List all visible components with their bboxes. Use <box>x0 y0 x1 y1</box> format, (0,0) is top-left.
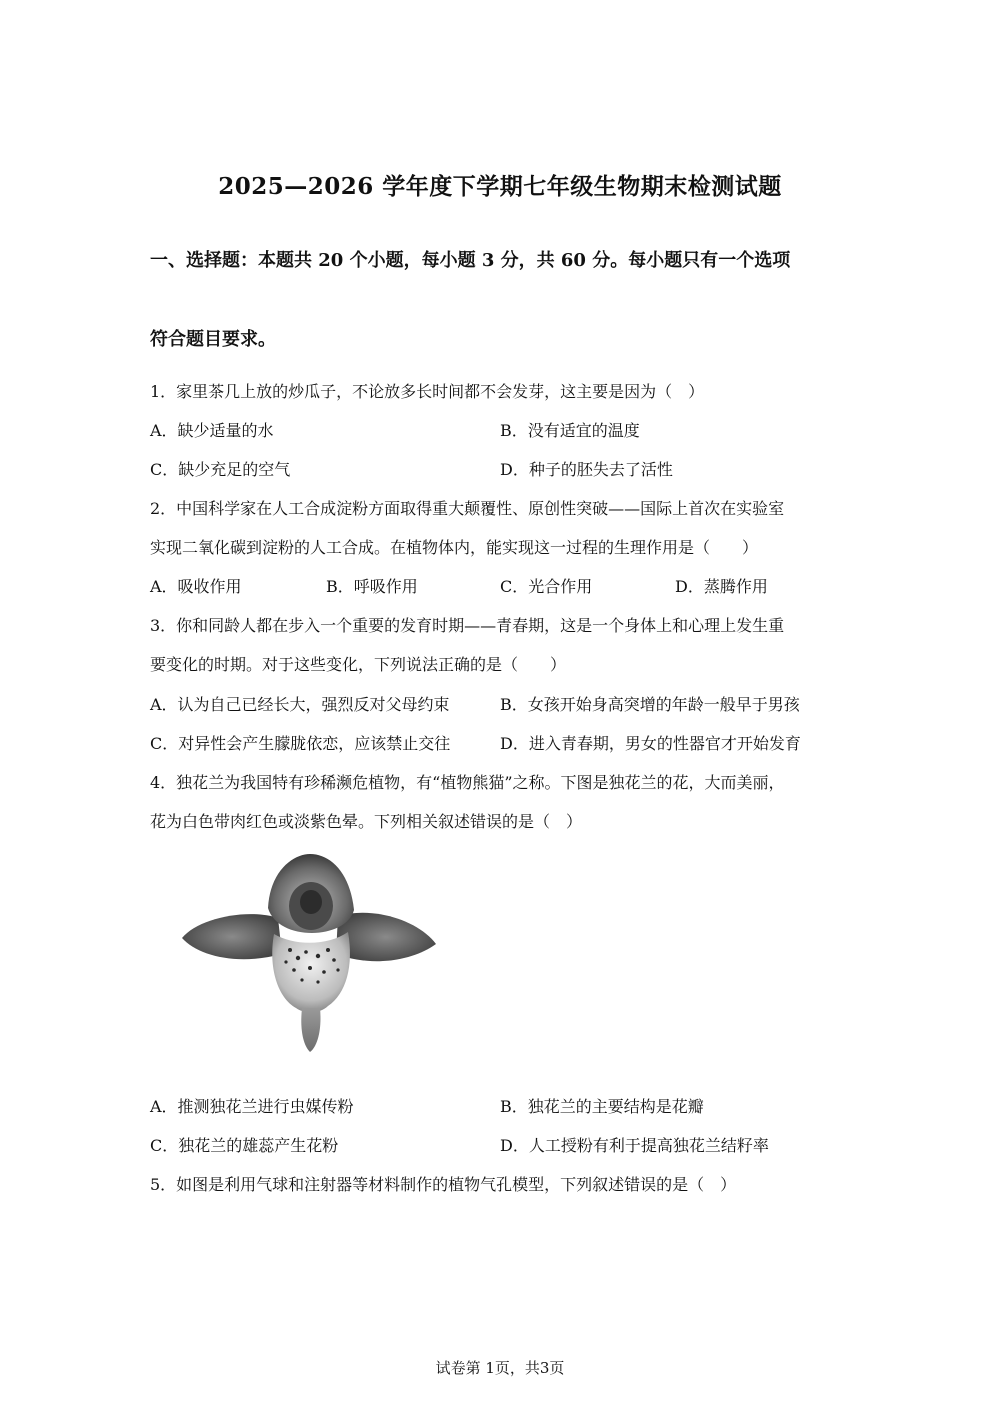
section-heading-line-2: 符合题目要求。 <box>150 329 276 350</box>
question-2-option-d: D．蒸腾作用 <box>675 577 768 596</box>
question-2-option-c: C．光合作用 <box>500 577 593 596</box>
question-3-stem-line-1: 3．你和同龄人都在步入一个重要的发育时期——青春期，这是一个身体上和心理上发生重 <box>150 616 785 635</box>
question-3-option-a: A．认为自己已经长大，强烈反对父母约束 <box>150 695 450 714</box>
question-1-option-c: C．缺少充足的空气 <box>150 460 291 479</box>
orchid-flower-icon <box>178 848 440 1058</box>
question-2-stem-line-2: 实现二氧化碳到淀粉的人工合成。在植物体内，能实现这一过程的生理作用是（ ） <box>150 538 759 557</box>
question-4-option-c: C．独花兰的雄蕊产生花粉 <box>150 1136 339 1155</box>
question-4-option-d: D．人工授粉有利于提高独花兰结籽率 <box>500 1136 769 1155</box>
orchid-flower-image <box>178 848 440 1058</box>
question-1-option-d: D．种子的胚失去了活性 <box>500 460 673 479</box>
question-4-stem-line-2: 花为白色带肉红色或淡紫色晕。下列相关叙述错误的是（ ） <box>150 812 583 831</box>
question-3-stem-line-2: 要变化的时期。对于这些变化，下列说法正确的是（ ） <box>150 655 567 674</box>
question-3-option-d: D．进入青春期，男女的性器官才开始发育 <box>500 734 801 753</box>
question-2-option-a: A．吸收作用 <box>150 577 242 596</box>
question-1-option-b: B．没有适宜的温度 <box>500 421 640 440</box>
question-2-stem-line-1: 2．中国科学家在人工合成淀粉方面取得重大颠覆性、原创性突破——国际上首次在实验室 <box>150 499 785 518</box>
question-4-option-b: B．独花兰的主要结构是花瓣 <box>500 1097 704 1116</box>
question-5-stem: 5．如图是利用气球和注射器等材料制作的植物气孔模型，下列叙述错误的是（ ） <box>150 1175 737 1194</box>
question-4-option-a: A．推测独花兰进行虫媒传粉 <box>150 1097 354 1116</box>
question-3-option-b: B．女孩开始身高突增的年龄一般早于男孩 <box>500 695 800 714</box>
question-3-option-c: C．对异性会产生朦胧依恋，应该禁止交往 <box>150 734 451 753</box>
question-4-stem-line-1: 4．独花兰为我国特有珍稀濒危植物，有“植物熊猫”之称。下图是独花兰的花，大而美丽， <box>150 773 785 792</box>
page-footer: 试卷第 1页，共3页 <box>435 1359 565 1377</box>
exam-title: 2025—2026 学年度下学期七年级生物期末检测试题 <box>218 173 782 200</box>
question-1-option-a: A．缺少适量的水 <box>150 421 274 440</box>
question-2-option-b: B．呼吸作用 <box>326 577 418 596</box>
question-1-stem: 1．家里茶几上放的炒瓜子，不论放多长时间都不会发芽，这主要是因为（ ） <box>150 382 705 401</box>
section-heading-line-1: 一、选择题：本题共 20 个小题，每小题 3 分，共 60 分。每小题只有一个选项 <box>150 250 791 271</box>
